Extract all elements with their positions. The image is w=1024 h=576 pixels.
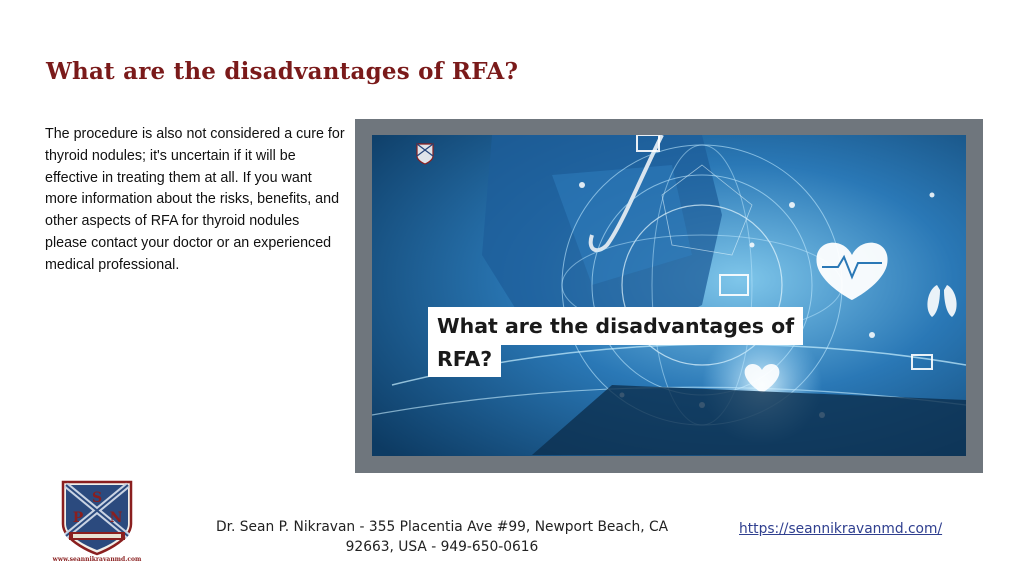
website-link[interactable]: https://seannikravanmd.com/ (739, 521, 943, 537)
overlay-caption (428, 307, 810, 377)
address-line-1: Dr. Sean P. Nikravan - 355 Placentia Ave #99, Newport Beach, CA (215, 519, 669, 535)
medical-illustration (372, 135, 966, 456)
logo-letter-s: S (91, 490, 103, 506)
address-line-2: 92663, USA - 949-650-0616 (345, 539, 539, 555)
medical-technology-image (372, 135, 966, 456)
body-paragraph: The procedure is also not considered a cure for thyroid nodules; it's uncertain if it will be effective in treating them at all. If you want more information about the risks, benefits, and other aspects of RFA for thyroid nodules please contact your doctor or an experienced medical professional. (45, 126, 345, 273)
footer-address (205, 517, 679, 557)
mini-logo-icon (416, 143, 434, 165)
slide-title: What are the disadvantages of RFA? (46, 58, 519, 85)
overlay-caption-line2: RFA? (428, 343, 501, 377)
logo-url-text: www.seannikravanmd.com (52, 556, 142, 563)
logo-letter-n: N (109, 510, 123, 526)
overlay-caption-line1: What are the disadvantages of (428, 307, 803, 345)
image-frame (355, 119, 983, 473)
shield-logo-icon (47, 480, 147, 556)
practice-logo (47, 480, 147, 566)
logo-letter-p: P (72, 510, 84, 526)
